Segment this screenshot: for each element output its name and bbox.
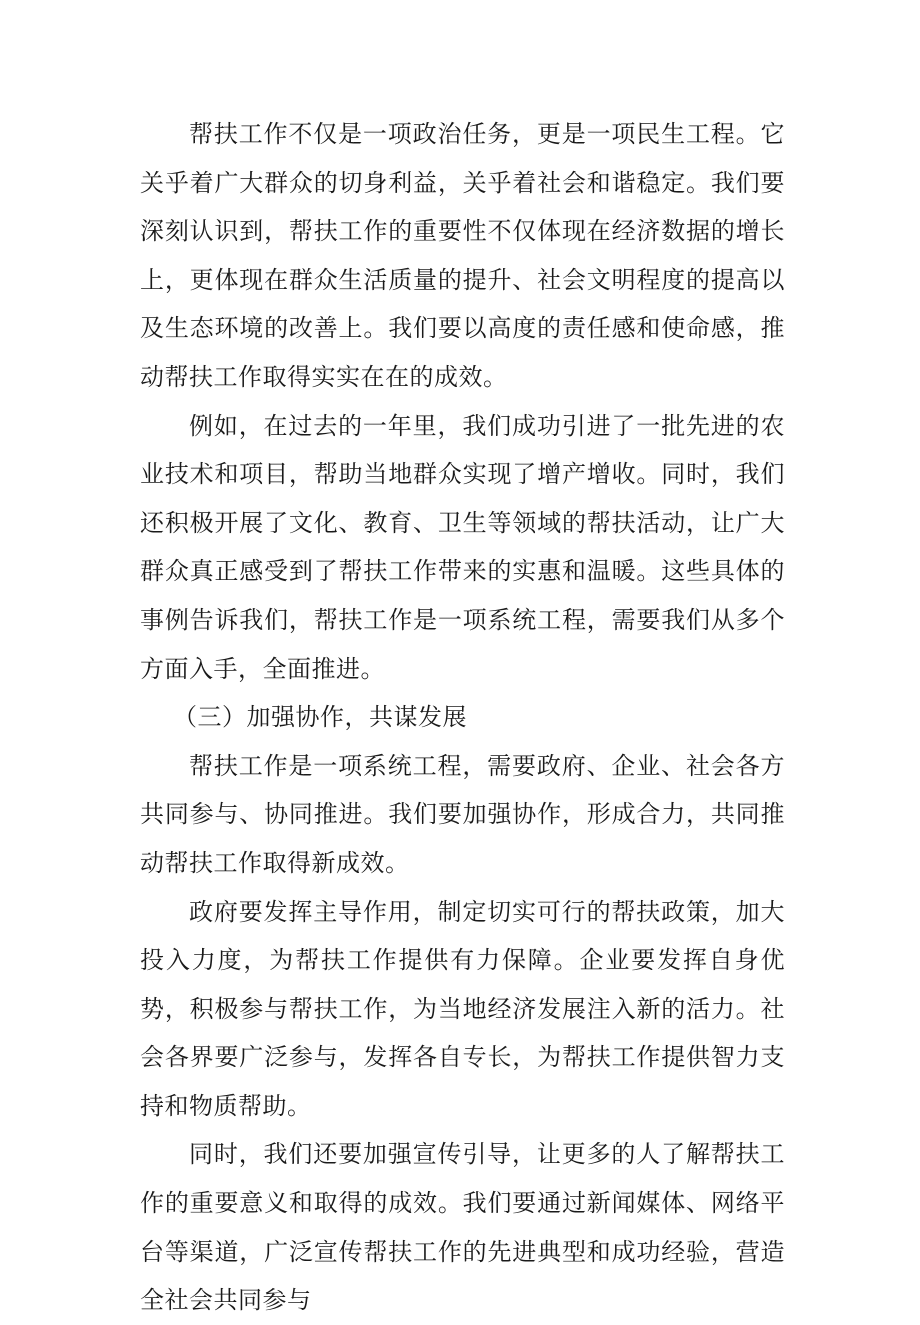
section-heading: （三）加强协作，共谋发展 bbox=[173, 703, 467, 732]
paragraph-cooperation: 帮扶工作是一项系统工程，需要政府、企业、社会各方共同参与、协同推进。我们要加强协作，形成合力，共同推动帮扶工作取得新成效。 bbox=[140, 751, 785, 877]
paragraph-roles: 政府要发挥主导作用，制定切实可行的帮扶政策，加大投入力度，为帮扶工作提供有力保障。企业要发挥自身优势，积极参与帮扶工作，为当地经济发展注入新的活力。社会各界要广泛参与，发挥各自专长，为帮扶工作提供智力支持和物质帮助。 bbox=[140, 897, 785, 1120]
paragraph-publicity: 同时，我们还要加强宣传引导，让更多的人了解帮扶工作的重要意义和取得的成效。我们要通过新闻媒体、网络平台等渠道，广泛宣传帮扶工作的先进典型和成功经验，营造全社会共同参与 bbox=[140, 1140, 785, 1315]
paragraph-importance: 帮扶工作不仅是一项政治任务，更是一项民生工程。它关乎着广大群众的切身利益，关乎着社会和谐稳定。我们要深刻认识到，帮扶工作的重要性不仅体现在经济数据的增长上，更体现在群众生活质量的提升、社会文明程度的提高以及生态环境的改善上。我们要以高度的责任感和使命感，推动帮扶工作取得实实在在的成效。 bbox=[140, 120, 785, 391]
document-body bbox=[140, 110, 785, 1325]
paragraph-examples: 例如，在过去的一年里，我们成功引进了一批先进的农业技术和项目，帮助当地群众实现了增产增收。同时，我们还积极开展了文化、教育、卫生等领域的帮扶活动，让广大群众真正感受到了帮扶工作带来的实惠和温暖。这些具体的事例告诉我们，帮扶工作是一项系统工程，需要我们从多个方面入手，全面推进。 bbox=[140, 411, 785, 683]
